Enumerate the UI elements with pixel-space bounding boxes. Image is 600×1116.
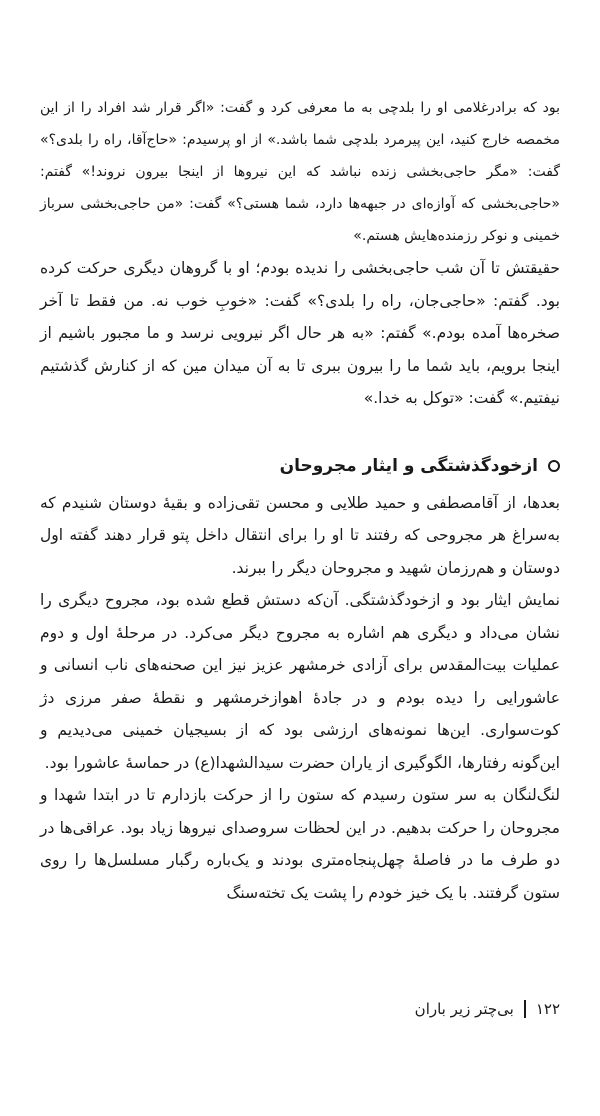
section-body xyxy=(40,487,560,910)
paragraph-hajibakhshi: حقیقتش تا آن شب حاجی‌بخشی را ندیده بودم؛ او با گروهان دیگری حرکت کرده بود. گفتم: «حاجی‌جان، راه را بلدی؟» گفت: «خوبِ خوب نه. من فقط تا آخر صخره‌ها آمده بودم.» گفتم: «به هر حال اگر نیرویی نرسد و ما مجبور باشیم از اینجا برویم، باید شما ما را بیرون ببری تا به آن میدان مین که از کنارش گذشتیم نیفتیم.» گفت: «توکل به خدا.» xyxy=(40,259,560,407)
section-heading xyxy=(40,451,560,481)
section-paragraph: لنگ‌لنگان به سر ستون رسیدم که ستون را از حرکت بازدارم تا در ابتدا شهدا و مجروحان را حرکت بدهیم. در این لحظات سروصدای نیروها زیاد بود. عراقی‌ها در دو طرف ما در فاصلهٔ چهل‌پنجاه‌متری بودند و یک‌باره رگبار مسلسل‌ها را روی ستون گرفتند. با یک خیز خودم را پشت یک تخته‌سنگ xyxy=(40,786,560,902)
circle-bullet-icon xyxy=(548,460,560,472)
footer-divider xyxy=(524,1000,526,1018)
section-heading-text: ازخودگذشتگی و ایثار مجروحان xyxy=(279,455,538,476)
section-paragraph: نمایش ایثار بود و ازخودگذشتگی. آن‌که دستش قطع شده بود، مجروح دیگری را نشان می‌داد و دیگری هم اشاره به مجروح دیگر می‌کرد. در مرحلهٔ اول و دوم عملیات بیت‌المقدس برای آزادی خرمشهر عزیز نیز این صحنه‌های ناب انسانی و عاشورایی را دیده بودم و در جادهٔ اهوازخرمشهر و نقطهٔ صفر مرزی دژ کوت‌سواری. این‌ها نمونه‌های ارزشی بود که از بسیجیان خمینی می‌دیدیم و این‌گونه رفتارها، الگوگیری از یاران حضرت سیدالشهدا(ع) در حماسهٔ عاشورا بود. xyxy=(40,591,560,772)
page-footer xyxy=(40,1000,560,1018)
section-paragraph: بعدها، از آقامصطفی و حمید طلایی و محسن تقی‌زاده و بقیهٔ دوستان شنیدم که به‌سراغ هر مجروحی که رفتند تا او را برای انتقال داخل پتو قرار دهند گفته اول دوستان و هم‌رزمان شهید و مجروحان دیگر را ببرند. xyxy=(40,493,560,577)
page-content xyxy=(40,92,560,909)
book-title: بی‌چتر زیر باران xyxy=(414,1000,514,1018)
page-number: ۱۲۲ xyxy=(535,1000,560,1018)
paragraph-quote-dialogue: بود که برادرغلامی او را بلدچی به ما معرفی کرد و گفت: «اگر قرار شد افراد را از این مخمصه خارج کنید، این پیرمرد بلدچی شما باشد.» از او پرسیدم: «حاج‌آقا، راه را بلدی؟» گفت: «مگر حاجی‌بخشی زنده نباشد که این نیروها از اینجا بیرون نروند!» گفتم: «حاجی‌بخشی که آوازه‌ای در جبهه‌ها دارد، شما هستی؟» گفت: «من حاجی‌بخشی سرباز خمینی و نوکر رزمنده‌هایش هستم.» xyxy=(40,100,560,244)
